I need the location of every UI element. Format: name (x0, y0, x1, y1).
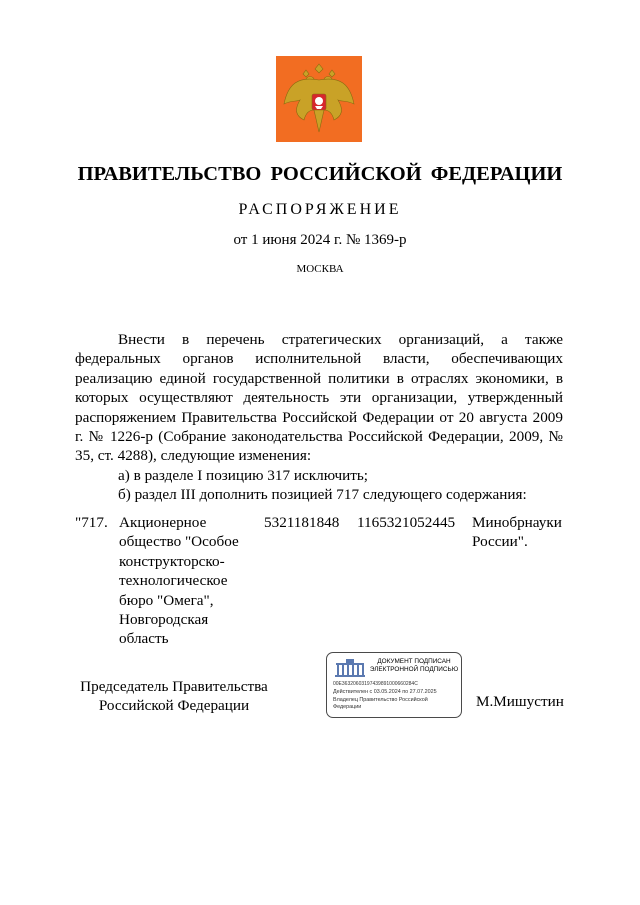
e-signature-serial: 00E36320603197439891000660284C (333, 681, 418, 687)
order-paragraph: Внести в перечень стратегических организаций, а также федеральных органов исполнительной власти, обеспечивающих реализацию единой государственной политики в отраслях экономики, в которых осуществляют деятельность эти организации, утвержденный распоряжением Правительства Российской Федерации от 20 августа 2009 г. № 1226-р (Собрание законодательства Российской Федерации, 2009, № 35, ст. 4288), следующие изменения: (75, 331, 563, 465)
coat-of-arms-emblem (276, 56, 362, 142)
order-item-b: б) раздел III дополнить позицией 717 следующего содержания: (118, 486, 527, 504)
e-signature-owner: Владелец Правительство Российской Федерации (333, 697, 428, 710)
document-date-number: от 1 июня 2024 г. № 1369-р (233, 232, 407, 248)
document-type: РАСПОРЯЖЕНИЕ (238, 201, 402, 218)
organization-inn: 5321181848 (264, 514, 340, 531)
e-signature-validity: Действителен с 03.05.2024 по 27.07.2025 (333, 689, 437, 695)
order-body (75, 330, 563, 505)
position-number: "717. (75, 514, 108, 531)
document-city: МОСКВА (296, 263, 344, 275)
organization-name: Акционерное общество "Особое конструкторско-технологическое бюро "Омега", Новгородская область (119, 514, 239, 648)
organization-ogrn: 1165321052445 (357, 514, 456, 531)
order-item-a: а) в разделе I позицию 317 исключить; (118, 466, 369, 484)
electronic-signature-stamp (326, 652, 462, 718)
signer-post: Председатель Правительства Российской Федерации (80, 678, 268, 715)
signer-name: М.Мишустин (476, 693, 564, 710)
responsible-ministry: Минобрнауки России". (472, 514, 562, 551)
government-building-icon (333, 658, 367, 677)
e-signature-title: ДОКУМЕНТ ПОДПИСАН ЭЛЕКТРОННОЙ ПОДПИСЬЮ (369, 658, 459, 673)
government-title: ПРАВИТЕЛЬСТВО РОССИЙСКОЙ ФЕДЕРАЦИИ (77, 163, 563, 185)
